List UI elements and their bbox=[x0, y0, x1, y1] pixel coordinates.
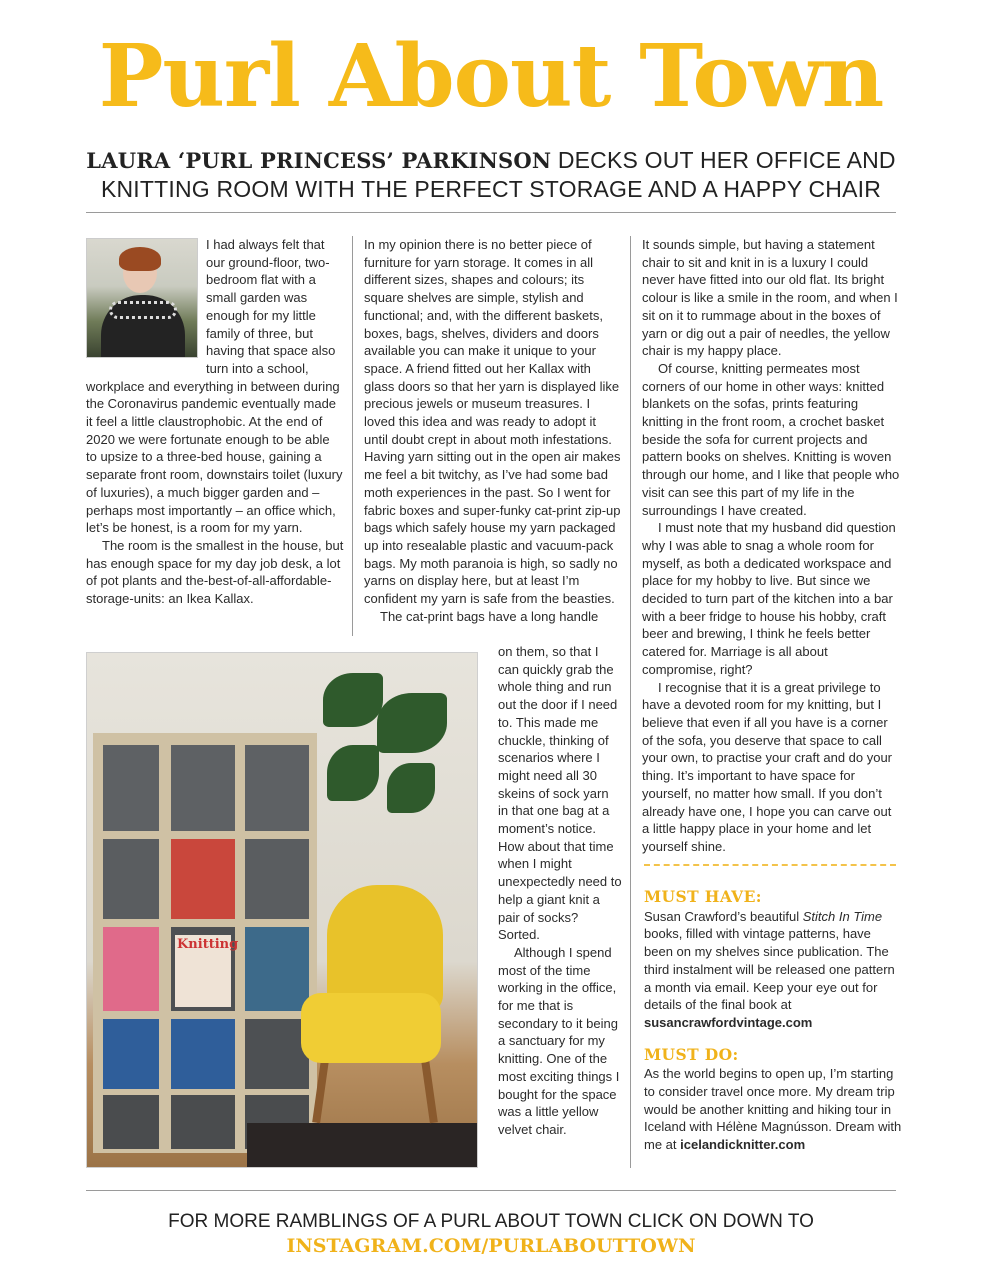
icelandic-knitter-link[interactable]: icelandicknitter.com bbox=[680, 1137, 806, 1153]
footer bbox=[0, 1210, 982, 1258]
paragraph: The room is the smallest in the house, but has enough space for my day job desk, a lot of pot plants and the-best-of-all-affordable-storage-units: an Ikea Kallax. bbox=[86, 537, 344, 607]
author-portrait bbox=[86, 238, 198, 358]
standfirst bbox=[60, 146, 922, 203]
column-divider bbox=[630, 236, 631, 1168]
room-photo bbox=[86, 652, 478, 1168]
must-have-text: Susan Crawford’s beautiful Stitch In Time books, filled with vintage patterns, have been on my shelves since publication. The third instalment will be released one pattern a month via email. Keep your eye out for details of the final book at susancrawfordvintage.com bbox=[644, 908, 895, 1030]
article-column-1 bbox=[86, 236, 344, 608]
must-have-heading: MUST HAVE: bbox=[644, 887, 762, 906]
paragraph: I recognise that it is a great privilege to have a devoted room for my knitting, but I believe that even if all you have is a corner of the sofa, you deserve that space to call your own, to practise your craft and do your thing. It’s important to have space for yourself, no matter how small. If you don’t already have one, I hope you can carve out a little happy place in your home and let yourself shine. bbox=[642, 679, 893, 854]
article-column-2-continued bbox=[498, 643, 622, 1139]
article-column-3 bbox=[642, 236, 900, 856]
paragraph: I had always felt that our ground-floor, two-bedroom flat with a small garden was enough for my little family of three, but having that space also turn into a school, workplace and everything in between during the Coronavirus pandemic eventually made it feel a little claustrophobic. At the end of 2020 we were fortunate enough to be able to upsize to a three-bed house, gaining a separate front room, downstairs toilet (luxury of luxuries), a much bigger garden and – perhaps most importantly – an office which, let’s be honest, is a room for my yarn. bbox=[86, 237, 343, 536]
susan-crawford-link[interactable]: susancrawfordvintage.com bbox=[644, 1014, 813, 1030]
paragraph: Although I spend most of the time working in the office, for me that is secondary to it being a sanctuary for my knitting. One of the most exciting things I bought for the space was a little yellow velvet chair. bbox=[498, 944, 620, 1137]
footer-text: FOR MORE RAMBLINGS OF A PURL ABOUT TOWN CLICK ON DOWN TO bbox=[168, 1211, 814, 1232]
sidebar-box bbox=[644, 888, 902, 1154]
bottom-rule bbox=[86, 1190, 896, 1191]
book-title: Stitch In Time bbox=[802, 908, 883, 924]
paragraph: Of course, knitting permeates most corners of our home in other ways: knitted blankets on the sofas, prints featuring knitting in the front room, a crochet basket beside the sofa for current projects and pattern books on shelves. Knitting is woven through our home, and I like that people who visit can see this part of my life in the surroundings I have created. bbox=[642, 360, 900, 518]
column-divider bbox=[352, 236, 353, 636]
paragraph: In my opinion there is no better piece of furniture for yarn storage. It comes in all different sizes, shapes and colours; its square shelves are simple, stylish and functional; and, with the different baskets, boxes, bags, shelves, dividers and doors available you can make it unique to your space. A friend fitted out her Kallax with glass doors so that her yarn is displayed like precious jewels or museum treasures. I loved this idea and was ready to adopt it until doubt crept in about moth infestations. Having yarn sitting out in the open air makes me feel a bit twitchy, as I’ve had some bad moth experiences in the past. So I went for fabric boxes and super-funky cat-print zip-up bags which safely house my yarn packaged up into resealable plastic and vacuum-pack bags. My moth paranoia is high, so sadly no yarns on display here, but at least I’m confident my yarn is safe from the beasties. bbox=[364, 237, 621, 607]
standfirst-text: DECKS OUT HER OFFICE AND KNITTING ROOM WITH THE PERFECT STORAGE AND A HAPPY CHAIR bbox=[100, 147, 896, 202]
page-title: Purl About Town bbox=[98, 26, 884, 127]
must-do-text: As the world begins to open up, I’m starting to consider travel once more. My dream trip would be another knitting and hiking tour in Iceland with Hélène Magnússon. Dream with me at icelandicknitter.com bbox=[644, 1066, 902, 1153]
must-do-heading: MUST DO: bbox=[644, 1044, 739, 1064]
author-name: LAURA ‘PURL PRINCESS’ PARKINSON bbox=[86, 148, 552, 173]
paragraph: The cat-print bags have a long handle bbox=[380, 608, 599, 624]
paragraph: on them, so that I can quickly grab the whole thing and run out the door if I need to. This made me chuckle, thinking of scenarios where I might need all 30 skeins of sock yarn in that one bag at a moment’s notice. How about that time when I might unexpectedly need to help a giant knit a pair of socks? Sorted. bbox=[498, 644, 622, 943]
rug bbox=[247, 1123, 478, 1168]
top-rule bbox=[86, 212, 896, 213]
kallax-shelf bbox=[93, 733, 317, 1153]
paragraph: I must note that my husband did question why I was able to snag a whole room for myself, as both a dedicated workspace and place for my hobby to live. But since we decided to turn part of the kitchen into a bar with a beer fridge to house his hobby, craft beer and brewing, I think he feels better catered for. Marriage is all about compromise, right? bbox=[642, 520, 896, 677]
article-column-2 bbox=[364, 236, 622, 625]
magazine-cover: Knitting bbox=[175, 935, 231, 1007]
instagram-link[interactable]: INSTAGRAM.COM/PURLABOUTTOWN bbox=[286, 1235, 696, 1257]
sidebar-divider bbox=[644, 864, 896, 866]
paragraph: It sounds simple, but having a statement chair to sit and knit in is a luxury I could never have fitted into our old flat. Its bright colour is like a smile in the room, and when I sit on it to rummage about in the boxes of yarn or dig out a pair of needles, the yellow chair is my happy place. bbox=[642, 237, 898, 359]
